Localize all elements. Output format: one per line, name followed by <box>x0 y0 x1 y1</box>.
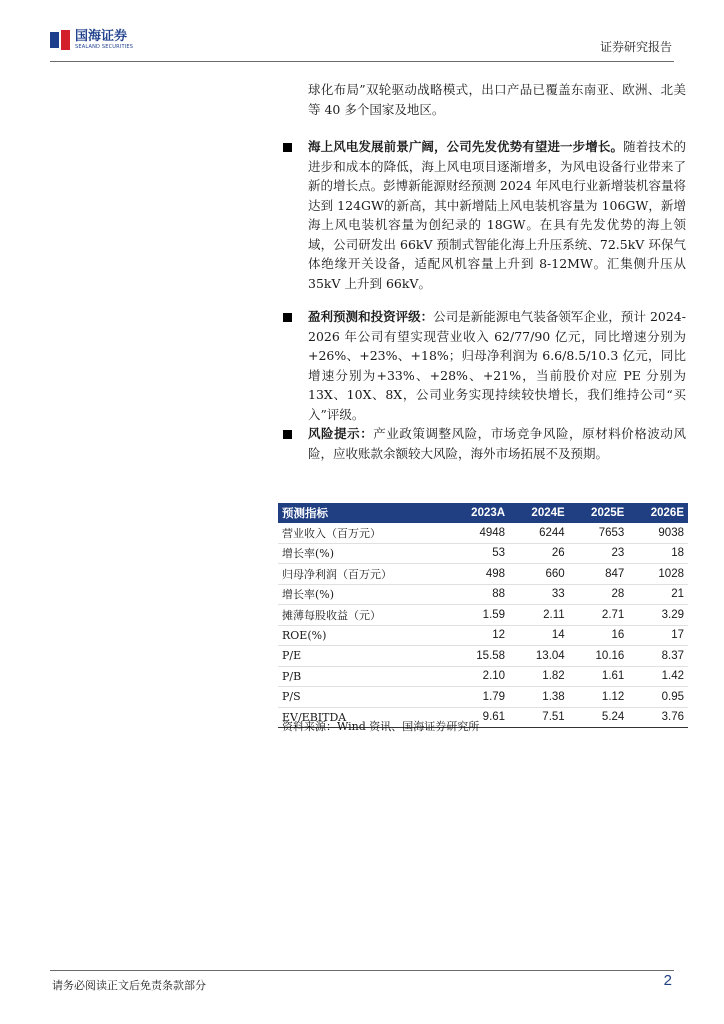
table-cell: 1028 <box>628 564 688 585</box>
paragraph-rating <box>308 307 686 424</box>
table-cell: 6244 <box>509 523 569 543</box>
brand-name-en: SEALAND SECURITIES <box>75 44 134 50</box>
table-row <box>278 523 688 543</box>
table-cell: 4948 <box>449 523 510 543</box>
footer-divider <box>50 970 674 971</box>
table-row-label: P/E <box>278 646 449 667</box>
table-row-label: EV/EBITDA <box>278 707 449 728</box>
table-row <box>278 687 688 708</box>
table-row-label: P/S <box>278 687 449 708</box>
paragraph-heading: 盈利预测和投资评级： <box>308 309 434 324</box>
paragraph-body: 产业政策调整风险，市场竞争风险，原材料价格波动风险，应收账款余额较大风险，海外市场拓展不及预期。 <box>308 426 686 461</box>
header-divider <box>50 61 674 62</box>
table-cell: 23 <box>569 543 629 564</box>
table-cell: 9.61 <box>449 707 510 728</box>
brand-logo <box>50 30 133 50</box>
table-cell: 13.04 <box>509 646 569 667</box>
table-cell: 3.76 <box>628 707 688 728</box>
table-cell: 16 <box>569 625 629 646</box>
paragraph-offshore-wind <box>308 137 686 293</box>
bullet-icon <box>283 430 292 439</box>
table-row <box>278 666 688 687</box>
footer-disclaimer: 请务必阅读正文后免责条款部分 <box>52 979 206 992</box>
table-cell: 2.71 <box>569 605 629 626</box>
table-row-label: 增长率(%) <box>278 543 449 564</box>
table-header-cell: 预测指标 <box>278 503 449 523</box>
table-header-cell: 2024E <box>509 503 569 523</box>
table-header-cell: 2025E <box>569 503 629 523</box>
table-cell: 7653 <box>569 523 629 543</box>
table-row-label: 增长率(%) <box>278 584 449 605</box>
table-cell: 10.16 <box>569 646 629 667</box>
paragraph-heading: 海上风电发展前景广阔，公司先发优势有望进一步增长。 <box>308 139 624 154</box>
forecast-table <box>278 503 688 728</box>
table-row <box>278 543 688 564</box>
table-cell: 1.42 <box>628 666 688 687</box>
table-cell: 0.95 <box>628 687 688 708</box>
table-row <box>278 584 688 605</box>
table-cell: 847 <box>569 564 629 585</box>
table-cell: 21 <box>628 584 688 605</box>
table-cell: 1.59 <box>449 605 510 626</box>
table-header-cell: 2026E <box>628 503 688 523</box>
table-cell: 498 <box>449 564 510 585</box>
table-row <box>278 646 688 667</box>
paragraph-body: 公司是新能源电气装备领军企业，预计 2024-2026 年公司有望实现营业收入 62/77/90 亿元，同比增速分别为+26%、+23%、+18%；归母净利润为 6.6/8.5/10.3 亿元，同比增速分别为+33%、+28%、+21%，当前股价对应 PE 分别为 13X、10X、8X，公司业务实现持续较快增长，我们维持公司“买入”评级。 <box>308 309 686 422</box>
table-cell: 1.61 <box>569 666 629 687</box>
table-cell: 17 <box>628 625 688 646</box>
table-header-row <box>278 503 688 523</box>
table-header-cell: 2023A <box>449 503 510 523</box>
table-cell: 9038 <box>628 523 688 543</box>
report-type-label: 证券研究报告 <box>599 40 672 54</box>
table-cell: 2.10 <box>449 666 510 687</box>
table-row-label: 摊薄每股收益（元） <box>278 605 449 626</box>
bullet-icon <box>283 143 292 152</box>
table-row <box>278 625 688 646</box>
table-cell: 8.37 <box>628 646 688 667</box>
table-cell: 28 <box>569 584 629 605</box>
table-cell: 5.24 <box>569 707 629 728</box>
table-cell: 18 <box>628 543 688 564</box>
table-cell: 2.11 <box>509 605 569 626</box>
table-row-label: 营业收入（百万元） <box>278 523 449 543</box>
page-header <box>0 0 724 62</box>
table-cell: 1.79 <box>449 687 510 708</box>
table-row-label: P/B <box>278 666 449 687</box>
table-cell: 53 <box>449 543 510 564</box>
table-cell: 1.82 <box>509 666 569 687</box>
paragraph-body: 随着技术的进步和成本的降低，海上风电项目逐渐增多，为风电设备行业带来了新的增长点。彭博新能源财经预测 2024 年风电行业新增装机容量将达到 124GW的新高，其中新增陆上风电装机容量为 106GW，新增海上风电装机容量为创纪录的 18GW。在具有先发优势的海上领域，公司研发出 66kV 预制式智能化海上升压系统、72.5kV 环保气体绝缘开关设备，适配风机容量上升到 8-12MW。汇集侧升压从 35kV 上升到 66kV。 <box>308 139 686 291</box>
table-cell: 14 <box>509 625 569 646</box>
paragraph-intro: 球化布局”双轮驱动战略模式，出口产品已覆盖东南亚、欧洲、北美等 40 多个国家及地区。 <box>308 82 686 117</box>
brand-name-cn: 国海证券 <box>75 29 128 44</box>
page-number: 2 <box>663 972 672 989</box>
paragraph-risk <box>308 424 686 463</box>
table-cell: 12 <box>449 625 510 646</box>
table-cell: 88 <box>449 584 510 605</box>
table-row-label: 归母净利润（百万元） <box>278 564 449 585</box>
table-cell: 33 <box>509 584 569 605</box>
table-row <box>278 605 688 626</box>
logo-mark-icon <box>50 30 70 50</box>
table-cell: 660 <box>509 564 569 585</box>
table-row-label: ROE(%) <box>278 625 449 646</box>
table-cell: 1.38 <box>509 687 569 708</box>
table-cell: 1.12 <box>569 687 629 708</box>
table-cell: 7.51 <box>509 707 569 728</box>
paragraph-heading: 风险提示： <box>308 426 374 441</box>
table-cell: 3.29 <box>628 605 688 626</box>
table-cell: 26 <box>509 543 569 564</box>
table-cell: 15.58 <box>449 646 510 667</box>
table-row <box>278 564 688 585</box>
table-source-note: 资料来源：Wind 资讯、国海证券研究所 <box>282 720 480 733</box>
bullet-icon <box>283 313 292 322</box>
